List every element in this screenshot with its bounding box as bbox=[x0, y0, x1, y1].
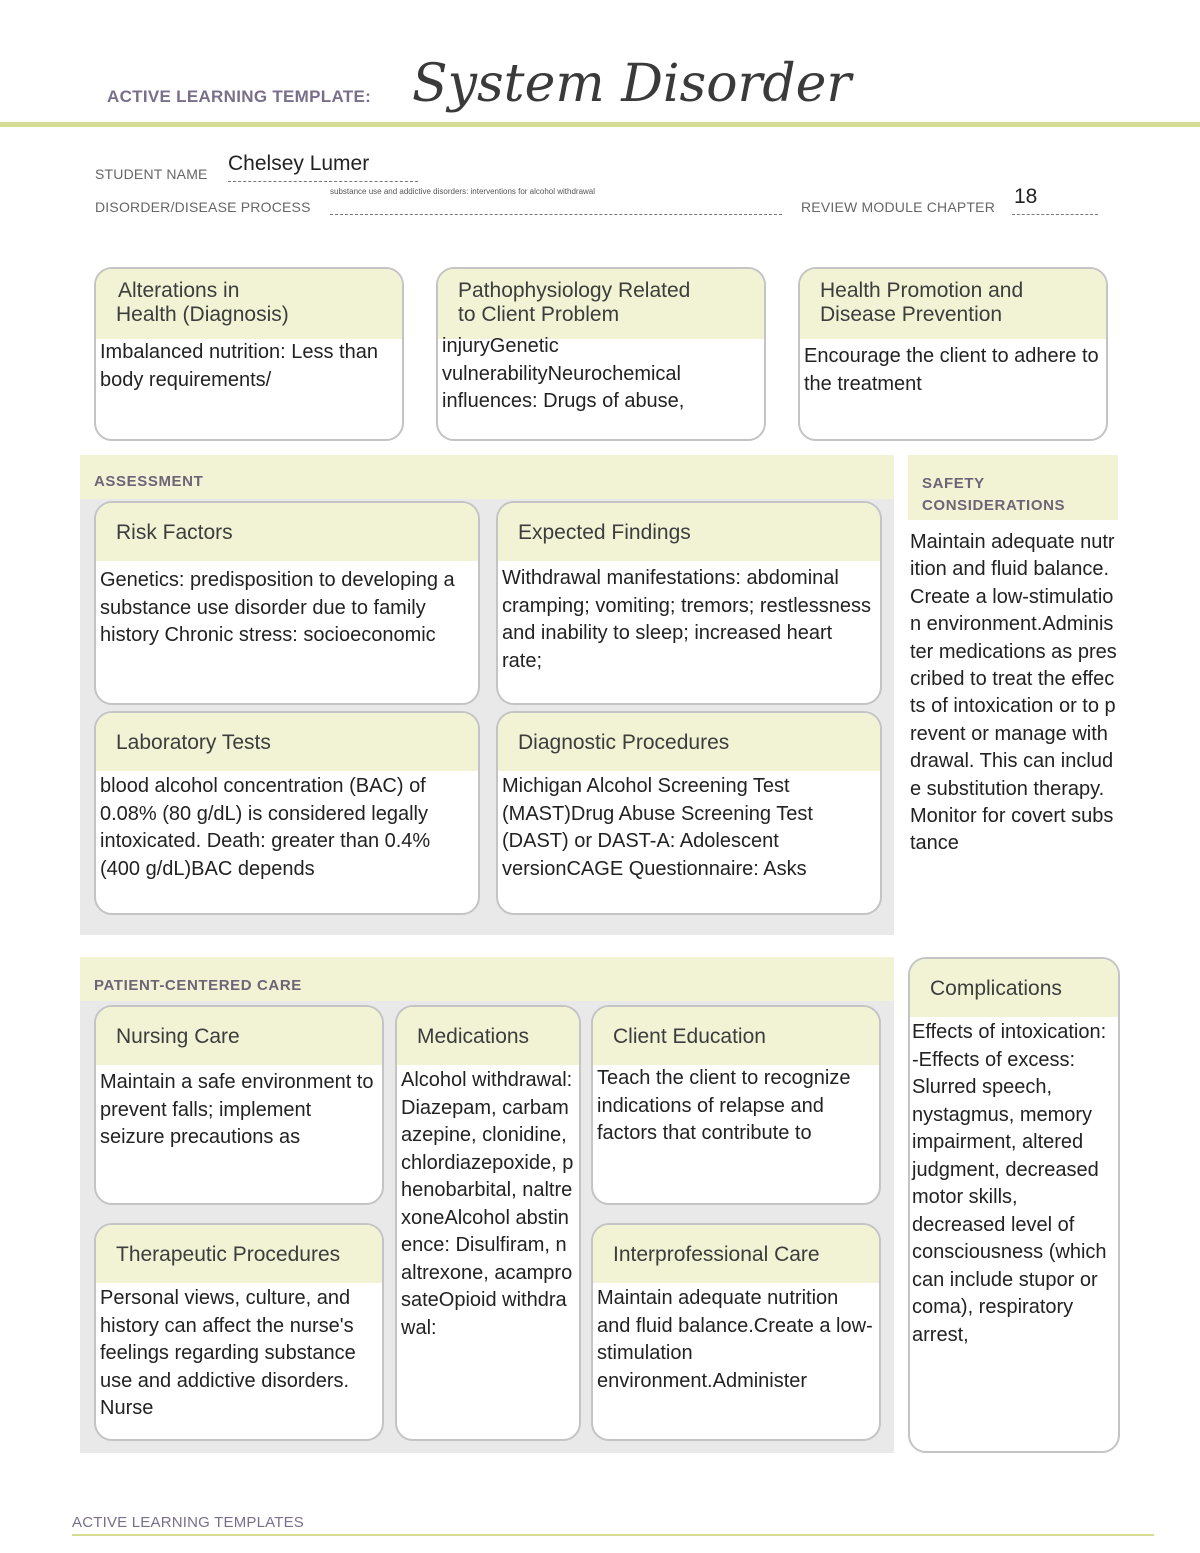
safety-considerations-label bbox=[922, 473, 1102, 517]
alterations-header bbox=[96, 269, 402, 339]
health-promotion-title-line2: Disease Prevention bbox=[820, 303, 1003, 326]
review-chapter-label: REVIEW MODULE CHAPTER bbox=[801, 199, 995, 215]
expected-findings-box bbox=[496, 501, 882, 705]
student-name-value[interactable]: Chelsey Lumer bbox=[228, 152, 370, 175]
health-promotion-title-line1: Health Promotion and bbox=[820, 279, 1024, 302]
complications-body[interactable]: Effects of intoxication: -Effects of excess: Slurred speech, nystagmus, memory impairment, altered judgment, decreased motor skills, decreased level of consciousness (which can include stupor or coma), respiratory arrest, bbox=[912, 1021, 1107, 1346]
patient-centered-care-label: PATIENT-CENTERED CARE bbox=[94, 977, 302, 994]
safety-label-line1: SAFETY bbox=[922, 475, 985, 492]
risk-factors-title: Risk Factors bbox=[96, 503, 478, 561]
medications-title: Medications bbox=[397, 1007, 579, 1065]
review-chapter-value[interactable]: 18 bbox=[1014, 185, 1038, 208]
student-name-line bbox=[228, 181, 418, 182]
interprofessional-care-title: Interprofessional Care bbox=[593, 1225, 879, 1283]
pathophysiology-body[interactable]: injuryGenetic vulnerabilityNeurochemical influences: Drugs of abuse, bbox=[442, 335, 685, 412]
alterations-in-health-box bbox=[94, 267, 404, 441]
disorder-label: DISORDER/DISEASE PROCESS bbox=[95, 199, 311, 215]
student-name-label: STUDENT NAME bbox=[95, 166, 208, 182]
alterations-title-line1: Alterations in bbox=[118, 279, 240, 302]
client-education-box bbox=[591, 1005, 881, 1205]
nursing-care-body[interactable]: Maintain a safe environment to prevent falls; implement seizure precautions as bbox=[100, 1071, 374, 1148]
laboratory-tests-title: Laboratory Tests bbox=[96, 713, 478, 771]
assessment-label: ASSESSMENT bbox=[94, 473, 204, 490]
therapeutic-procedures-box bbox=[94, 1223, 384, 1441]
safety-label-line2: CONSIDERATIONS bbox=[922, 497, 1066, 514]
pathophysiology-header bbox=[438, 269, 764, 339]
disorder-value[interactable]: substance use and addictive disorders: interventions for alcohol withdrawal bbox=[330, 187, 596, 196]
template-label: ACTIVE LEARNING TEMPLATE: bbox=[107, 87, 372, 106]
pathophysiology-title-line1: Pathophysiology Related bbox=[458, 279, 691, 302]
review-chapter-line bbox=[1012, 214, 1098, 215]
template-title: System Disorder bbox=[412, 54, 852, 114]
diagnostic-procedures-title: Diagnostic Procedures bbox=[498, 713, 880, 771]
interprofessional-care-box bbox=[591, 1223, 881, 1441]
health-promotion-body[interactable]: Encourage the client to adhere to the treatment bbox=[804, 345, 1099, 395]
disorder-line bbox=[330, 214, 782, 215]
nursing-care-box bbox=[94, 1005, 384, 1205]
therapeutic-procedures-body[interactable]: Personal views, culture, and history can affect the nurse's feelings regarding substance use and addictive disorders. Nurse bbox=[100, 1287, 356, 1419]
health-promotion-box bbox=[798, 267, 1108, 441]
complications-title: Complications bbox=[910, 959, 1118, 1017]
medications-box bbox=[395, 1005, 581, 1441]
alterations-title-line2: Health (Diagnosis) bbox=[116, 303, 289, 326]
footer-divider bbox=[72, 1534, 1154, 1536]
safety-considerations-body[interactable]: Maintain adequate nutrition and fluid balance.Create a low-stimulation environment.Administer medications as prescribed to treat the effects of intoxication or to prevent or manage withdrawal. This can include substitution therapy.Monitor for covert substance bbox=[910, 531, 1117, 855]
pathophysiology-title-line2: to Client Problem bbox=[458, 303, 620, 326]
pathophysiology-box bbox=[436, 267, 766, 441]
complications-box bbox=[908, 957, 1120, 1453]
health-promotion-header bbox=[800, 269, 1106, 339]
risk-factors-box bbox=[94, 501, 480, 705]
laboratory-tests-body[interactable]: blood alcohol concentration (BAC) of 0.08% (80 g/dL) is considered legally intoxicated. Death: greater than 0.4% (400 g/dL)BAC depends bbox=[100, 775, 431, 880]
client-education-body[interactable]: Teach the client to recognize indications of relapse and factors that contribute to bbox=[597, 1067, 851, 1144]
footer-label: ACTIVE LEARNING TEMPLATES bbox=[72, 1514, 304, 1531]
expected-findings-title: Expected Findings bbox=[498, 503, 880, 561]
alterations-body[interactable]: Imbalanced nutrition: Less than body requirements/ bbox=[100, 341, 378, 391]
expected-findings-body[interactable]: Withdrawal manifestations: abdominal cramping; vomiting; tremors; restlessness and inability to sleep; increased heart rate; bbox=[502, 567, 872, 672]
interprofessional-care-body[interactable]: Maintain adequate nutrition and fluid balance.Create a low-stimulation environment.Administer bbox=[597, 1287, 873, 1392]
header-divider bbox=[0, 122, 1200, 127]
medications-body[interactable]: Alcohol withdrawal: Diazepam, carbamazepine, clonidine, chlordiazepoxide, phenobarbital, naltrexoneAlcohol abstinence: Disulfiram, naltrexone, acamprosateOpioid withdrawal: bbox=[401, 1069, 574, 1339]
therapeutic-procedures-title: Therapeutic Procedures bbox=[96, 1225, 382, 1283]
risk-factors-body[interactable]: Genetics: predisposition to developing a substance use disorder due to family history Chronic stress: socioeconomic bbox=[100, 569, 455, 646]
nursing-care-title: Nursing Care bbox=[96, 1007, 382, 1065]
client-education-title: Client Education bbox=[593, 1007, 879, 1065]
laboratory-tests-box bbox=[94, 711, 480, 915]
diagnostic-procedures-body[interactable]: Michigan Alcohol Screening Test (MAST)Drug Abuse Screening Test (DAST) or DAST-A: Adolescent versionCAGE Questionnaire: Asks bbox=[502, 775, 813, 880]
diagnostic-procedures-box bbox=[496, 711, 882, 915]
